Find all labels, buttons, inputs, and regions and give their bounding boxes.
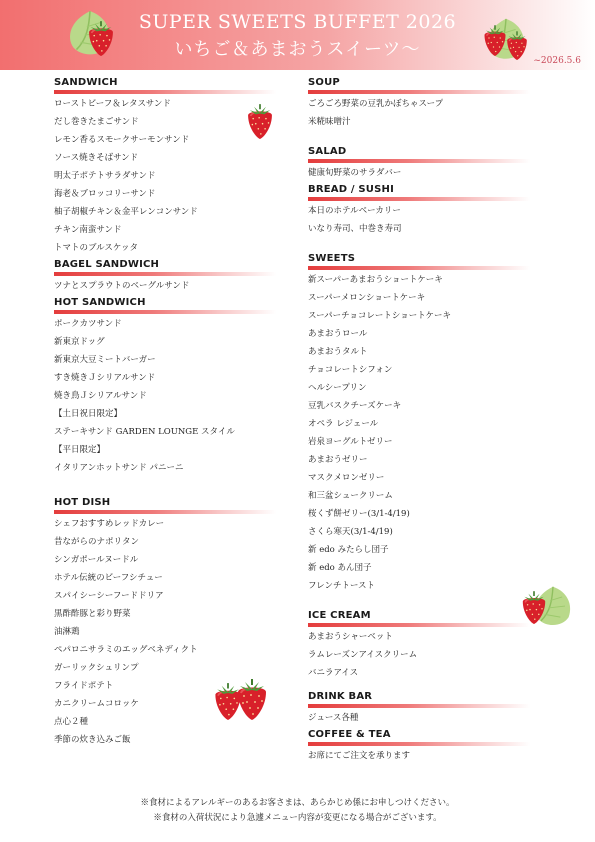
menu-item: スパイシーシーフードドリア <box>54 591 164 601</box>
menu-item: シンガポールヌードル <box>54 555 139 565</box>
menu-note: 【平日限定】 <box>54 445 106 455</box>
section-bread-sushi <box>308 182 538 238</box>
menu-item: お席にてご注文を承ります <box>308 751 411 761</box>
menu-item: 本日のホテルベーカリー <box>308 206 401 216</box>
menu-item: 新スーパーあまおうショートケーキ <box>308 275 443 285</box>
menu-item: あまおうシャーベット <box>308 632 393 642</box>
section-hot-sandwich <box>54 295 284 477</box>
title-japanese: いちご＆あまおうスイーツ〜 <box>174 39 421 60</box>
menu-item: 油淋鶏 <box>54 627 80 637</box>
section-title: COFFEE & TEA <box>308 729 391 740</box>
section-divider <box>308 266 530 270</box>
section-divider <box>308 704 530 708</box>
menu-item: 季節の炊き込みご飯 <box>54 735 131 745</box>
section-divider <box>308 197 530 201</box>
section-sweets <box>308 251 538 595</box>
spacer <box>308 682 538 689</box>
menu-item: ごろごろ野菜の豆乳かぼちゃスープ <box>308 99 444 109</box>
menu-item: オペラ レジェール <box>308 419 379 429</box>
section-title: SWEETS <box>308 253 356 264</box>
section-divider <box>308 159 530 163</box>
menu-item: フレンチトースト <box>308 581 376 591</box>
section-title: HOT DISH <box>54 497 111 508</box>
menu-item: 新東京大豆ミートバーガー <box>54 355 156 365</box>
menu-item: 豆乳バスクチーズケーキ <box>308 401 402 411</box>
date-label: ~2026.5.6 <box>533 56 581 66</box>
menu-item: 岩泉ヨーグルトゼリー <box>308 437 393 447</box>
section-soup <box>308 75 538 131</box>
section-divider <box>54 272 276 276</box>
menu-item: マスクメロンゼリー <box>308 473 385 483</box>
menu-item: いなり寿司、中巻き寿司 <box>308 224 402 234</box>
menu-item: トマトのブルスケッタ <box>54 243 138 253</box>
menu-left-column <box>54 75 284 749</box>
menu-item: 昔ながらのナポリタン <box>54 537 140 547</box>
section-title: SANDWICH <box>54 77 118 88</box>
menu-item: 桜くず餅ゼリー(3/1-4/19) <box>308 509 410 519</box>
strawberry-icon <box>503 30 531 62</box>
menu-item: スーパーチョコレートショートケーキ <box>308 311 452 321</box>
menu-item: あまおうゼリー <box>308 455 368 465</box>
section-ice-cream <box>308 608 538 682</box>
menu-item: ヘルシープリン <box>308 383 367 393</box>
menu-item: 和三盆シュークリーム <box>308 491 393 501</box>
allergy-note: ※食材によるアレルギーのあるお客さまは、あらかじめ係にお申しつけください。 <box>140 798 455 808</box>
title-english: SUPER SWEETS BUFFET 2026 <box>138 11 457 33</box>
menu-item: 海老＆ブロッコリーサンド <box>54 189 156 199</box>
section-divider <box>308 742 530 746</box>
menu-item: ホテル伝統のビーフシチュー <box>54 573 163 583</box>
menu-right-column <box>308 75 538 765</box>
menu-item: 新 edo あん団子 <box>308 563 372 573</box>
menu-item: バニラアイス <box>308 668 359 678</box>
menu-item: ツナとスプラウトのベーグルサンド <box>54 281 190 291</box>
menu-note: 【土日祝日限定】 <box>54 409 123 419</box>
section-divider <box>54 90 276 94</box>
section-divider <box>54 310 276 314</box>
menu-item: 新 edo みたらし団子 <box>308 545 389 555</box>
section-hot-dish <box>54 495 284 749</box>
section-title: BAGEL SANDWICH <box>54 259 160 270</box>
menu-item: 明太子ポテトサラダサンド <box>54 171 156 181</box>
menu-item: ソース焼きそばサンド <box>54 153 139 163</box>
menu-item: あまおうロール <box>308 329 368 339</box>
menu-item: 健康旬野菜のサラダバー <box>308 168 402 178</box>
menu-item: 黒酢酢豚と彩り野菜 <box>54 609 131 619</box>
menu-item: ジュース各種 <box>308 713 359 723</box>
menu-item: だし巻きたまごサンド <box>54 117 139 127</box>
menu-item: ローストビーフ＆レタスサンド <box>54 99 171 109</box>
menu-change-note: ※食材の入荷状況により急遽メニュー内容が変更になる場合がございます。 <box>153 813 442 823</box>
menu-item: シェフおすすめレッドカレー <box>54 519 165 529</box>
spacer <box>308 238 538 251</box>
section-sandwich <box>54 75 284 257</box>
menu-item: ガーリックシュリンプ <box>54 663 139 673</box>
menu-item: すき焼きＪシリアルサンド <box>54 373 156 383</box>
menu-item: 米糀味噌汁 <box>308 117 351 127</box>
section-coffee-tea <box>308 727 538 765</box>
menu-item: さくら寒天(3/1-4/19) <box>308 527 393 537</box>
menu-item: チョコレートシフォン <box>308 365 393 375</box>
spacer <box>308 595 538 608</box>
menu-item: 柚子胡椒チキン＆金平レンコンサンド <box>54 207 198 217</box>
menu-item: あまおうタルト <box>308 347 368 357</box>
menu-item: スーパーメロンショートケーキ <box>308 293 426 303</box>
menu-item: 焼き鳥Ｊシリアルサンド <box>54 391 147 401</box>
section-title: HOT SANDWICH <box>54 297 146 308</box>
section-salad <box>308 144 538 182</box>
menu-item: ラムレーズンアイスクリーム <box>308 650 418 660</box>
menu-item: ステーキサンド GARDEN LOUNGE スタイル <box>54 427 235 437</box>
section-bagel-sandwich <box>54 257 284 295</box>
menu-item: イタリアンホットサンド パニーニ <box>54 463 184 473</box>
menu-item: ポークカツサンド <box>54 319 122 329</box>
section-title: SOUP <box>308 77 340 88</box>
spacer <box>308 131 538 144</box>
section-drink-bar <box>308 689 538 727</box>
menu-item: フライドポテト <box>54 681 114 691</box>
menu-item: ペパロニサラミのエッグベネディクト <box>54 645 198 655</box>
menu-item: レモン香るスモークサーモンサンド <box>54 135 190 145</box>
section-title: DRINK BAR <box>308 691 373 702</box>
section-divider <box>308 623 530 627</box>
menu-item: 新東京ドッグ <box>54 337 105 347</box>
menu-item: 点心２種 <box>54 717 89 727</box>
menu-item: カニクリームコロッケ <box>54 699 139 709</box>
footer-notes <box>0 796 595 826</box>
section-title: SALAD <box>308 146 347 157</box>
section-title: BREAD / SUSHI <box>308 184 395 195</box>
menu-item: チキン南蛮サンド <box>54 225 122 235</box>
spacer <box>54 477 284 495</box>
section-title: ICE CREAM <box>308 610 371 621</box>
section-divider <box>54 510 276 514</box>
section-divider <box>308 90 530 94</box>
strawberry-icon <box>84 20 118 58</box>
